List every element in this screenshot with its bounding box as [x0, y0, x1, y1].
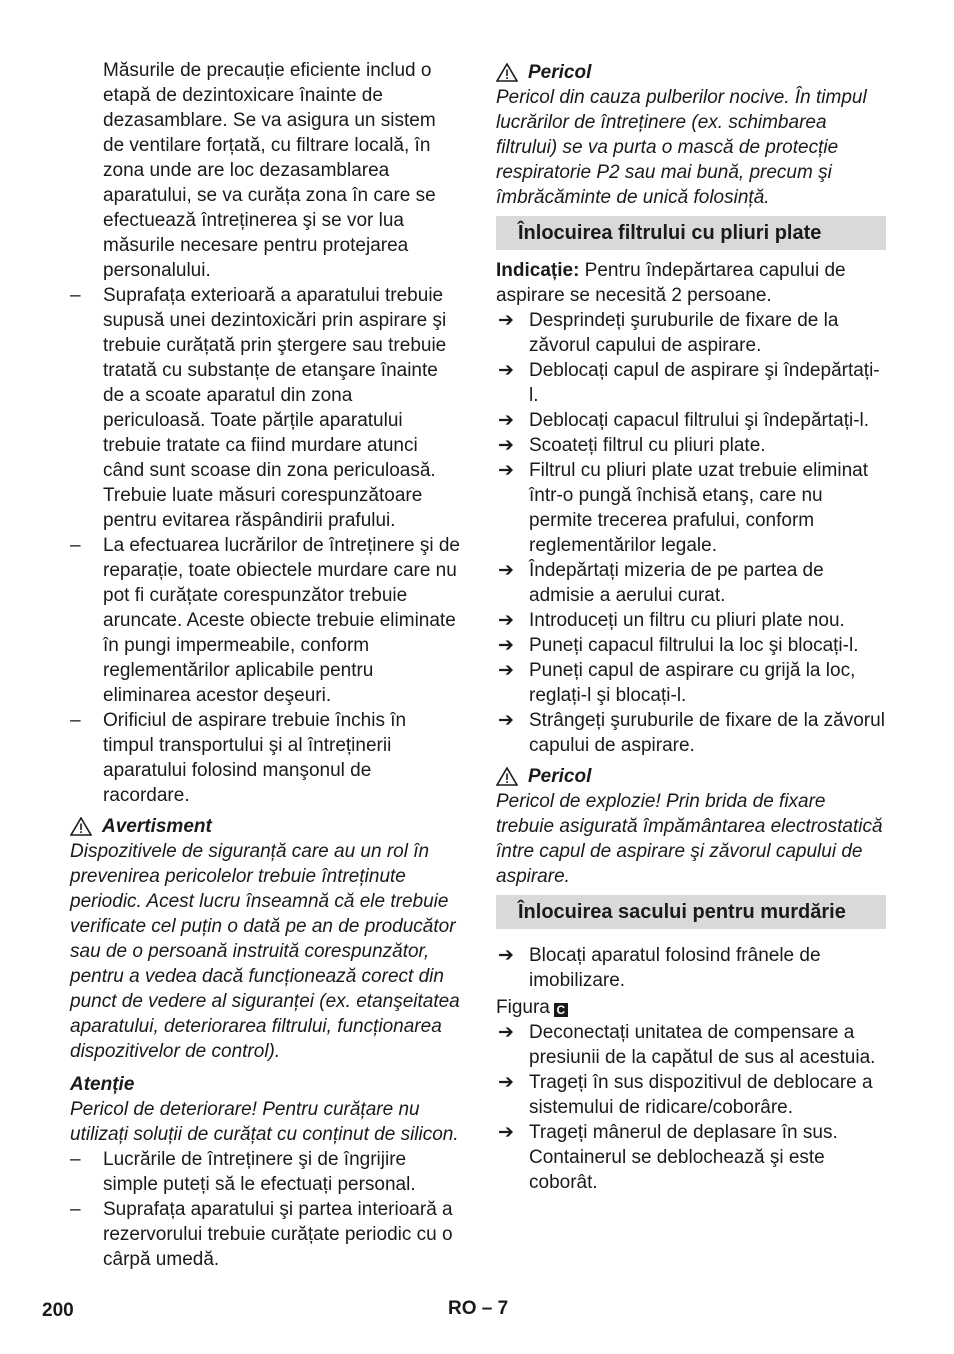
step-text: Desprindeți şuruburile de fixare de la zăvorul capului de aspirare. [529, 310, 839, 356]
step-text: Blocați aparatul folosind frânele de imobilizare. [529, 945, 821, 991]
section-heading: Înlocuirea filtrului cu pliuri plate [496, 216, 886, 250]
section-heading: Înlocuirea sacului pentru murdărie [496, 895, 886, 929]
step-item [496, 458, 886, 558]
step-text: Deblocați capul de aspirare şi îndepărtați-l. [529, 360, 880, 406]
warning-title: Avertisment [102, 816, 212, 837]
arrow-right-icon: ➔ [498, 610, 514, 631]
step-text: Filtrul cu pliuri plate uzat trebuie eliminat într-o pungă închisă etanş, care nu permite trecerea prafului, conform reglementărilor legale. [529, 460, 868, 556]
step-item [496, 1020, 886, 1070]
danger-text: Pericol din cauza pulberilor nocive. În timpul lucrărilor de întreținere (ex. schimbarea filtrului) se va purta o mască de protecție respiratorie P2 sau mai bună, precum şi îmbrăcăminte de unică folosință. [496, 87, 867, 208]
figure-letter-badge: C [554, 1003, 568, 1017]
intro-paragraph: Măsurile de precauție eficiente includ o etapă de dezintoxicare înainte de dezasamblare. Se va asigura un sistem de ventilare forțată, cu filtrare locală, în zona unde are loc dezasamblarea aparatului, se va curăța zona în care se efectuează întreținerea şi se vor lua măsurile necesare pentru protejarea personalului. [103, 60, 436, 281]
left-column [70, 58, 460, 1272]
arrow-right-icon: ➔ [498, 710, 514, 731]
attention-text: Pericol de deteriorare! Pentru curățare nu utilizați soluții de curățat cu conținut de silicon. [70, 1099, 459, 1145]
danger-heading [496, 764, 886, 789]
list-item-text: La efectuarea lucrărilor de întreținere şi de reparație, toate obiectele murdare care nu pot fi curățate corespunzător trebuie aruncate. Aceste obiecte trebuie eliminate în pungi impermeabile, conform reglementărilor aplicabile pentru eliminarea acestor deşeuri. [103, 535, 460, 706]
list-item: – Suprafața aparatului şi partea interioară a rezervorului trebuie curățate periodic cu o cârpă umedă. [70, 1199, 453, 1270]
step-text: Deblocați capacul filtrului şi îndepărtați-l. [529, 410, 870, 431]
list-item-text: Suprafața aparatului şi partea interioară a rezervorului trebuie curățate periodic cu o cârpă umedă. [103, 1199, 453, 1270]
page-number: 200 [42, 1300, 74, 1321]
step-item [496, 708, 886, 758]
arrow-right-icon: ➔ [498, 945, 514, 966]
note-text: Pentru îndepărtarea capului de aspirare se necesită 2 persoane. [496, 260, 846, 306]
step-item [496, 1070, 886, 1120]
danger-heading [496, 60, 886, 85]
list-item: – Orificiul de aspirare trebuie închis în timpul transportului şi al întreținerii aparatului folosind manşonul de racordare. [70, 710, 407, 806]
arrow-right-icon: ➔ [498, 1022, 514, 1043]
arrow-right-icon: ➔ [498, 660, 514, 681]
warning-text: Dispozitivele de siguranță care au un rol în prevenirea pericolelor trebuie întreținute periodic. Acest lucru înseamnă că ele trebuie verificate cel puțin o dată pe an de producător sau de o persoană instruită corespunzător, pentru a vedea dacă funcționează corect din punct de vedere al siguranței (ex. etanşeitatea aparatului, deteriorarea filtrului, funcționarea dispozitivelor de control). [70, 841, 460, 1062]
list-item: – Suprafața exterioară a aparatului trebuie supusă unei dezintoxicări prin aspirare şi trebuie curățată prin ştergere sau trebuie tratată cu substanțe de etanşare înainte de a scoate aparatul din zona periculoasă. Toate părțile aparatului trebuie tratate ca fiind murdare atunci când sunt scoase din zona periculoasă. Trebuie luate măsuri corespunzătoare pentru evitarea răspândirii prafului. [70, 285, 447, 531]
language-page-label: RO – 7 [448, 1298, 509, 1319]
danger-title: Pericol [528, 766, 592, 787]
figure-label: Figura [496, 997, 550, 1018]
step-text: Puneți capul de aspirare cu grijă la loc, reglați-l şi blocați-l. [529, 660, 856, 706]
right-column [496, 58, 886, 1195]
arrow-right-icon: ➔ [498, 360, 514, 381]
step-text: Puneți capacul filtrului la loc şi blocați-l. [529, 635, 859, 656]
arrow-right-icon: ➔ [498, 1072, 514, 1093]
danger-text: Pericol de explozie! Prin brida de fixare trebuie asigurată împământarea electrostatică între capul de aspirare şi zăvorul capului de aspirare. [496, 791, 883, 887]
note-label: Indicație: [496, 260, 580, 281]
step-item [496, 358, 886, 408]
step-item [496, 943, 886, 993]
step-item [496, 558, 886, 608]
warning-triangle-icon [496, 767, 518, 786]
arrow-right-icon: ➔ [498, 1122, 514, 1143]
step-item [496, 1120, 886, 1195]
step-item [496, 658, 886, 708]
step-text: Îndepărtați mizeria de pe partea de admisie a aerului curat. [529, 560, 824, 606]
step-item [496, 408, 886, 433]
danger-title: Pericol [528, 62, 592, 83]
arrow-right-icon: ➔ [498, 460, 514, 481]
arrow-right-icon: ➔ [498, 310, 514, 331]
arrow-right-icon: ➔ [498, 560, 514, 581]
step-text: Scoateți filtrul cu pliuri plate. [529, 435, 766, 456]
warning-triangle-icon [496, 63, 518, 82]
figure-reference [496, 995, 886, 1020]
warning-heading [70, 814, 460, 839]
note-paragraph [496, 258, 886, 308]
warning-triangle-icon [70, 817, 92, 836]
step-item [496, 608, 886, 633]
list-item-text: Lucrările de întreținere şi de îngrijire simple puteți să le efectuați personal. [103, 1149, 416, 1195]
list-item-text: Orificiul de aspirare trebuie închis în timpul transportului şi al întreținerii aparatului folosind manşonul de racordare. [103, 710, 407, 806]
step-item [496, 308, 886, 358]
arrow-right-icon: ➔ [498, 435, 514, 456]
step-text: Trageți mânerul de deplasare în sus. Containerul se deblochează şi este coborât. [529, 1122, 838, 1193]
arrow-right-icon: ➔ [498, 635, 514, 656]
arrow-right-icon: ➔ [498, 410, 514, 431]
list-item: – La efectuarea lucrărilor de întreținere şi de reparație, toate obiectele murdare care nu pot fi curățate corespunzător trebuie aruncate. Aceste obiecte trebuie eliminate în pungi impermeabile, conform reglementărilor aplicabile pentru eliminarea acestor deşeuri. [70, 535, 460, 706]
step-item [496, 633, 886, 658]
attention-title: Atenție [70, 1074, 135, 1095]
list-item-text: Suprafața exterioară a aparatului trebuie supusă unei dezintoxicări prin aspirare şi trebuie curățată prin ştergere sau trebuie tratată cu substanțe de etanşare înainte de a scoate aparatul din zona periculoasă. Toate părțile aparatului trebuie tratate ca fiind murdare atunci când sunt scoase din zona periculoasă. Trebuie luate măsuri corespunzătoare pentru evitarea răspândirii prafului. [103, 285, 447, 531]
step-text: Strângeți şuruburile de fixare de la zăvorul capului de aspirare. [529, 710, 885, 756]
step-item [496, 433, 886, 458]
list-item: – Lucrările de întreținere şi de îngrijire simple puteți să le efectuați personal. [70, 1149, 416, 1195]
step-text: Trageți în sus dispozitivul de deblocare a sistemului de ridicare/coborâre. [529, 1072, 873, 1118]
step-text: Deconectați unitatea de compensare a presiunii de la capătul de sus al acestuia. [529, 1022, 876, 1068]
step-text: Introduceți un filtru cu pliuri plate nou. [529, 610, 845, 631]
